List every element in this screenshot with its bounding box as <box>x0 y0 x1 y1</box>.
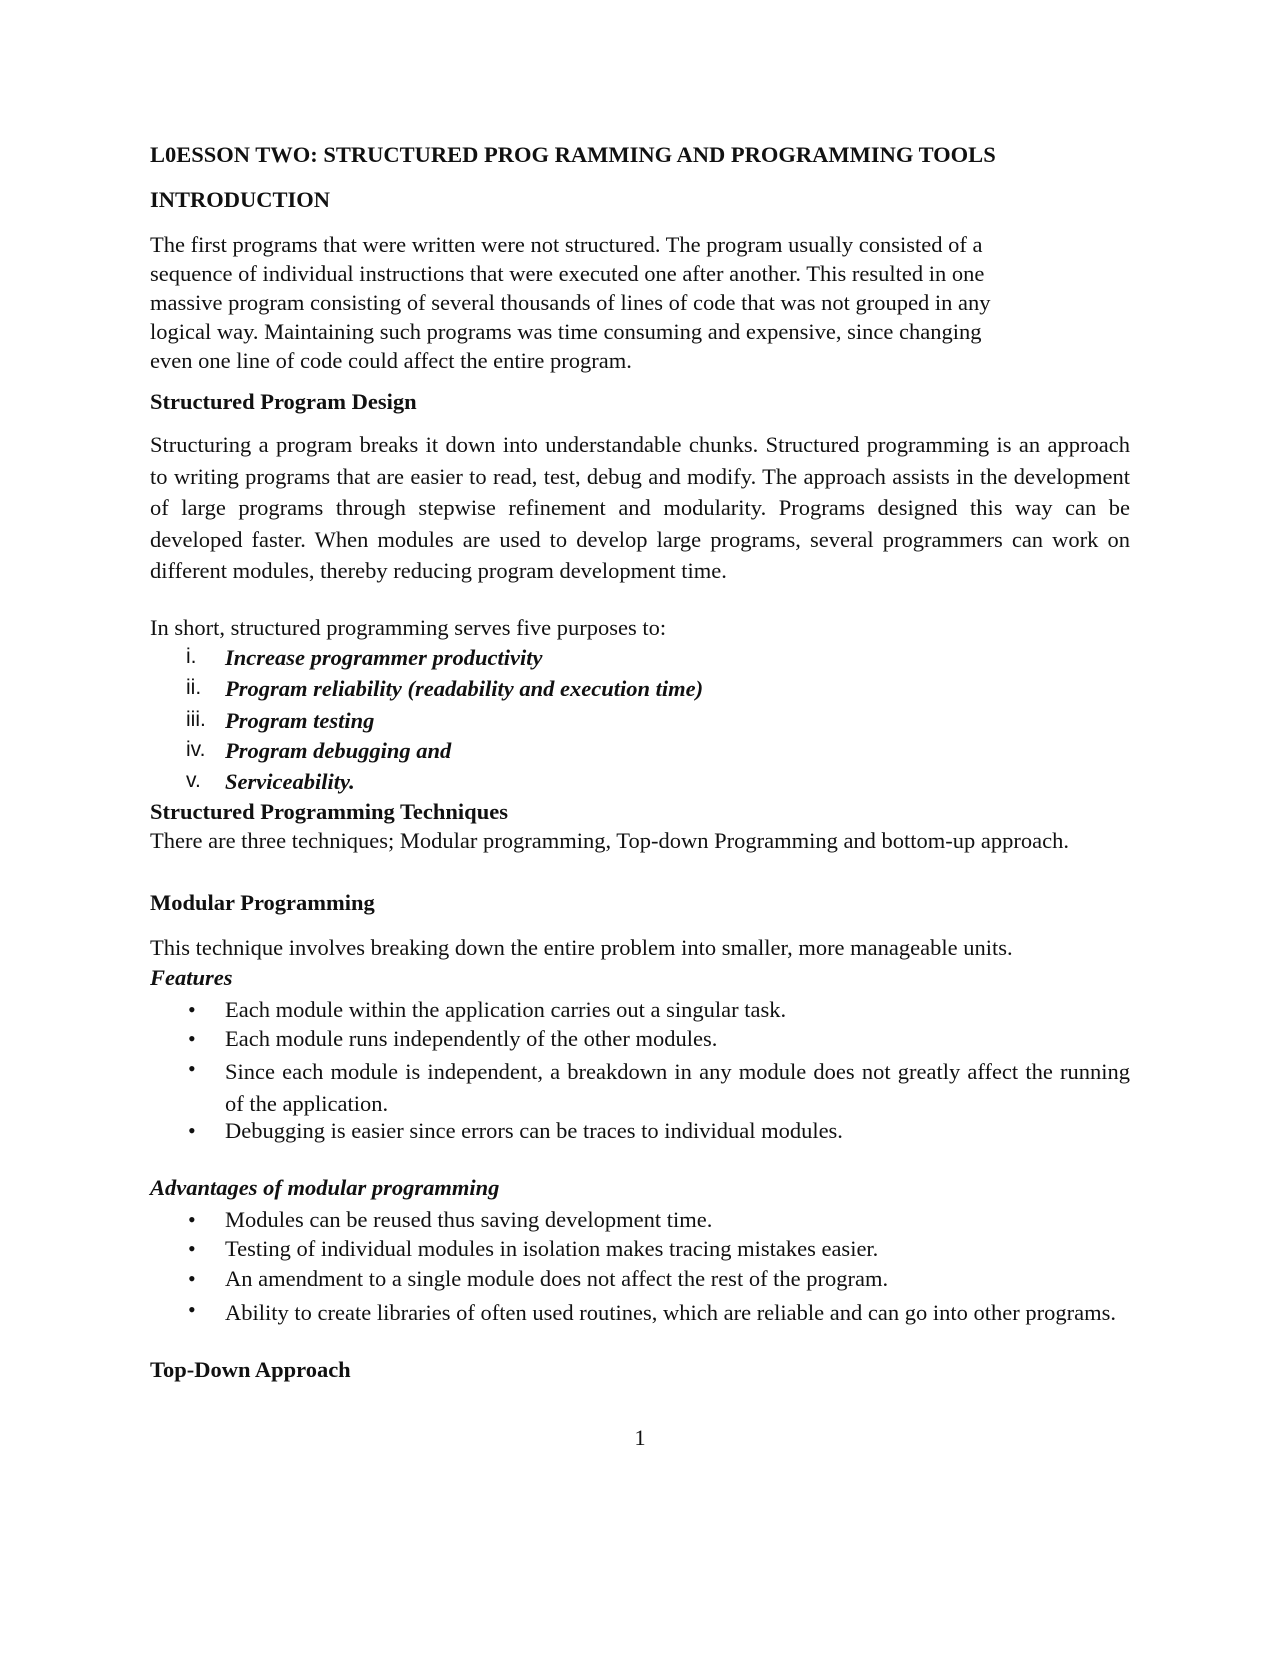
advantage-text: Modules can be reused thus saving development time. <box>225 1207 713 1232</box>
advantage-text: Testing of individual modules in isolation makes tracing mistakes easier. <box>225 1236 879 1261</box>
page-title: L0ESSON TWO: STRUCTURED PROG RAMMING AND PROGRAMMING TOOLS <box>150 142 996 167</box>
introduction-line: massive program consisting of several thousands of lines of code that was not grouped in any <box>150 290 991 315</box>
bullet-icon: • <box>188 1026 196 1051</box>
list-marker: ii. <box>186 676 202 699</box>
purpose-text: Program reliability (readability and execution time) <box>225 676 704 701</box>
bullet-icon: • <box>188 1297 196 1322</box>
list-marker: iii. <box>186 708 206 731</box>
feature-text: Debugging is easier since errors can be traces to individual modules. <box>225 1118 843 1143</box>
introduction-line: The first programs that were written were not structured. The program usually consisted of a <box>150 232 983 257</box>
introduction-line: logical way. Maintaining such programs was time consuming and expensive, since changing <box>150 319 982 344</box>
introduction-line: even one line of code could affect the entire program. <box>150 348 632 373</box>
introduction-heading: INTRODUCTION <box>150 187 331 212</box>
advantages-heading: Advantages of modular programming <box>150 1175 500 1200</box>
structured-design-heading: Structured Program Design <box>150 389 417 414</box>
bullet-icon: • <box>188 1266 196 1291</box>
bullet-icon: • <box>188 1207 196 1232</box>
advantage-text: Ability to create libraries of often used routines, which are reliable and can go into other programs. <box>225 1300 1116 1325</box>
purpose-text: Program testing <box>225 708 375 733</box>
introduction-line: sequence of individual instructions that were executed one after another. This resulted in one <box>150 261 985 286</box>
feature-text: Each module within the application carries out a singular task. <box>225 997 787 1022</box>
introduction-paragraph <box>150 230 1130 375</box>
structured-design-paragraph: Structuring a program breaks it down into understandable chunks. Structured programming is an approach to writing programs that are easier to read, test, debug and modify. The approach assists in the development of large programs through stepwise refinement and modularity. Programs designed this way can be developed faster. When modules are used to develop large programs, several programmers can work on different modules, thereby reducing program development time. <box>150 432 1130 583</box>
modular-programming-heading: Modular Programming <box>150 890 375 915</box>
bullet-icon: • <box>188 997 196 1022</box>
purpose-text: Increase programmer productivity <box>225 645 543 670</box>
modular-programming-paragraph: This technique involves breaking down the entire problem into smaller, more manageable units. <box>150 935 1013 960</box>
bullet-icon: • <box>188 1118 196 1143</box>
bullet-icon: • <box>188 1056 196 1081</box>
list-marker: v. <box>186 769 201 792</box>
features-heading: Features <box>150 965 233 990</box>
top-down-heading: Top-Down Approach <box>150 1357 351 1382</box>
purposes-intro: In short, structured programming serves five purposes to: <box>150 615 667 640</box>
page-number: 1 <box>634 1425 646 1450</box>
list-marker: i. <box>186 645 197 668</box>
advantage-text: An amendment to a single module does not affect the rest of the program. <box>225 1266 889 1291</box>
feature-text: Each module runs independently of the other modules. <box>225 1026 718 1051</box>
purpose-text: Program debugging and <box>225 738 452 763</box>
techniques-paragraph: There are three techniques; Modular programming, Top-down Programming and bottom-up approach. <box>150 828 1070 853</box>
purpose-text: Serviceability. <box>225 769 355 794</box>
list-marker: iv. <box>186 738 206 761</box>
feature-text: Since each module is independent, a breakdown in any module does not greatly affect the running of the application. <box>225 1059 1130 1116</box>
techniques-heading: Structured Programming Techniques <box>150 799 508 824</box>
bullet-icon: • <box>188 1236 196 1261</box>
